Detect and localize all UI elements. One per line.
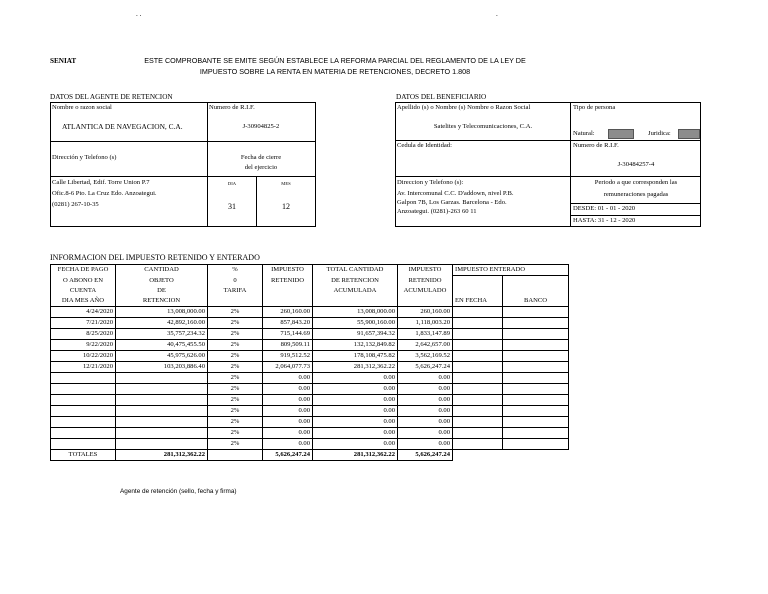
cell-amount <box>116 439 208 450</box>
agent-section-title: DATOS DEL AGENTE DE RETENCION <box>50 93 173 101</box>
table-row <box>51 384 569 395</box>
beneficiary-name-label: Apellido (s) o Nombre (s) Nombre o Razon Social <box>397 104 531 111</box>
beneficiary-rif-value: J-30484257-4 <box>617 161 655 168</box>
cell-tax: 2,064,077.73 <box>263 362 313 373</box>
table-row <box>51 318 569 329</box>
beneficiary-section-title: DATOS DEL BENEFICIARIO <box>396 93 487 101</box>
table-row <box>51 362 569 373</box>
period-from: DESDE: 01 - 01 - 2020 <box>573 205 636 212</box>
table-row <box>51 417 569 428</box>
cell-total: 0.00 <box>313 417 398 428</box>
cell-acc: 0.00 <box>398 373 453 384</box>
col-entered-header: IMPUESTO ENTERADO <box>453 265 569 276</box>
col-amount-header: CANTIDAD <box>116 265 208 276</box>
cell-date: 9/22/2020 <box>51 340 116 351</box>
cell-pct: 2% <box>208 362 263 373</box>
col-tax-header: IMPUESTO <box>263 265 313 276</box>
cell-amount <box>116 417 208 428</box>
beneficiary-id-label: Cedula de Identidad: <box>397 142 452 149</box>
cell-tax: 0.00 <box>263 439 313 450</box>
table-row <box>51 307 569 318</box>
table-section-title: INFORMACION DEL IMPUESTO RETENIDO Y ENTERADO <box>50 253 260 262</box>
cell-acc: 0.00 <box>398 406 453 417</box>
beneficiary-address-3: Anzoategui. (0281)-263 60 11 <box>397 208 477 215</box>
cell-pct: 2% <box>208 329 263 340</box>
col-total-header: TOTAL CANTIDAD <box>313 265 398 276</box>
cell-total: 55,900,160.00 <box>313 318 398 329</box>
header-row-4: DIA MES AÑO RETENCION EN FECHA BANCO <box>51 296 569 307</box>
cell-amount <box>116 406 208 417</box>
agent-day-label: DIA <box>227 181 237 186</box>
beneficiary-address-label: Direccion y Telefono (s): <box>397 179 464 186</box>
header-row-2: O ABONO EN OBJETO 0 RETENIDO DE RETENCION RETENIDO <box>51 276 569 287</box>
header-line-2: IMPUESTO SOBRE LA RENTA EN MATERIA DE RETENCIONES, DECRETO 1.808 <box>199 67 471 76</box>
beneficiary-name-value: Satelites y Telecomunicaciones, C.A. <box>433 123 533 130</box>
totals-row <box>51 450 569 461</box>
cell-pct: 2% <box>208 428 263 439</box>
cell-date <box>51 428 116 439</box>
agent-address-1: Calle Libertad, Edif. Torre Union P.7 <box>52 179 150 186</box>
cell-acc: 3,562,169.52 <box>398 351 453 362</box>
agent-signature-note: Agente de retención (sello, fecha y firma) <box>120 488 237 495</box>
cell-tax: 0.00 <box>263 406 313 417</box>
cell-acc: 0.00 <box>398 439 453 450</box>
cell-amount <box>116 395 208 406</box>
agent-rif-value: J-30904825-2 <box>242 123 280 130</box>
agent-day-value: 31 <box>228 202 236 211</box>
beneficiary-address-1: Av. Intercomunal C.C. D'addown, nivel P.B. <box>397 190 514 197</box>
natural-label: Natural: <box>573 130 595 137</box>
cell-pct: 2% <box>208 307 263 318</box>
cell-tax: 0.00 <box>263 428 313 439</box>
col-on-date-header: EN FECHA <box>453 296 503 307</box>
cell-amount: 13,008,000.00 <box>116 307 208 318</box>
table-row <box>51 351 569 362</box>
col-pct-header: % <box>208 265 263 276</box>
cell-acc: 0.00 <box>398 428 453 439</box>
cell-acc: 0.00 <box>398 417 453 428</box>
cell-total: 281,312,362.22 <box>313 362 398 373</box>
cell-acc: 0.00 <box>398 384 453 395</box>
cell-date: 10/22/2020 <box>51 351 116 362</box>
cell-amount: 103,203,886.40 <box>116 362 208 373</box>
period-label-1: Periodo a que corresponden las <box>594 179 678 186</box>
cell-total: 0.00 <box>313 428 398 439</box>
table-row <box>51 340 569 351</box>
cell-pct: 2% <box>208 384 263 395</box>
seniat-label: SENIAT <box>50 57 77 65</box>
cell-pct: 2% <box>208 406 263 417</box>
table-row <box>51 428 569 439</box>
table-row <box>51 439 569 450</box>
period-to: HASTA: 31 - 12 - 2020 <box>573 217 636 224</box>
table-row <box>51 373 569 384</box>
cell-amount: 40,475,455.50 <box>116 340 208 351</box>
agent-name-value: ATLANTICA DE NAVEGACION, C.A. <box>62 122 183 131</box>
agent-address-label: Dirección y Telefono (s) <box>52 154 117 161</box>
cell-tax: 857,843.20 <box>263 318 313 329</box>
totals-total: 281,312,362.22 <box>313 450 398 461</box>
cell-date: 4/24/2020 <box>51 307 116 318</box>
cell-acc: 260,160.00 <box>398 307 453 318</box>
col-date-header: FECHA DE PAGO <box>51 265 116 276</box>
cell-date <box>51 395 116 406</box>
table-row <box>51 329 569 340</box>
cell-acc: 5,626,247.24 <box>398 362 453 373</box>
cell-total: 0.00 <box>313 439 398 450</box>
cell-pct: 2% <box>208 417 263 428</box>
cell-pct: 2% <box>208 439 263 450</box>
cell-date: 7/21/2020 <box>51 318 116 329</box>
totals-acc: 5,626,247.24 <box>398 450 453 461</box>
agent-address-3: (0281) 267-10-35 <box>52 201 99 208</box>
cell-amount <box>116 373 208 384</box>
cell-tax: 919,512.52 <box>263 351 313 362</box>
col-bank-header: BANCO <box>503 296 569 307</box>
table-row <box>51 406 569 417</box>
beneficiary-address-2: Galpon 7B, Los Garzas. Barcelona - Edo. <box>397 199 507 206</box>
header-row-1 <box>51 265 569 276</box>
agent-rif-label: Numero de R.I.F. <box>209 104 255 111</box>
cell-tax: 0.00 <box>263 395 313 406</box>
cell-total: 0.00 <box>313 384 398 395</box>
cell-amount: 42,892,160.00 <box>116 318 208 329</box>
col-acc-header: IMPUESTO <box>398 265 453 276</box>
top-mark-right: . <box>496 10 498 18</box>
cell-date <box>51 373 116 384</box>
cell-amount <box>116 428 208 439</box>
cell-pct: 2% <box>208 395 263 406</box>
agent-month-value: 12 <box>282 202 290 211</box>
cell-date: 8/25/2020 <box>51 329 116 340</box>
cell-acc: 2,642,657.00 <box>398 340 453 351</box>
cell-tax: 715,144.69 <box>263 329 313 340</box>
cell-pct: 2% <box>208 318 263 329</box>
cell-total: 178,108,475.82 <box>313 351 398 362</box>
cell-pct: 2% <box>208 373 263 384</box>
juridica-checkbox[interactable] <box>678 129 700 139</box>
header-row-3: CUENTA DE TARIFA ACUMULADA ACUMULADO <box>51 286 569 296</box>
cell-acc: 1,118,003.20 <box>398 318 453 329</box>
cell-date <box>51 406 116 417</box>
totals-label: TOTALES <box>51 450 116 461</box>
top-marks: . . <box>136 10 142 18</box>
agent-address-2: Ofic.8-6 Pto. La Cruz Edo. Anzoategui. <box>52 190 157 197</box>
cell-amount: 45,975,626.00 <box>116 351 208 362</box>
period-label-2: remuneraciones pagadas <box>603 191 669 198</box>
totals-amount: 281,312,362.22 <box>116 450 208 461</box>
cell-pct: 2% <box>208 351 263 362</box>
cell-total: 0.00 <box>313 395 398 406</box>
cell-total: 0.00 <box>313 373 398 384</box>
cell-pct: 2% <box>208 340 263 351</box>
agent-close-label-2: del ejercicio <box>244 164 278 171</box>
cell-date: 12/21/2020 <box>51 362 116 373</box>
cell-acc: 0.00 <box>398 395 453 406</box>
person-type-label: Tipo de persona <box>573 104 616 111</box>
header-line-1: ESTE COMPROBANTE SE EMITE SEGÚN ESTABLECE LA REFORMA PARCIAL DEL REGLAMENTO DE LA LEY DE <box>144 56 526 65</box>
retention-table <box>50 264 569 461</box>
table-row <box>51 395 569 406</box>
cell-amount <box>116 384 208 395</box>
cell-tax: 0.00 <box>263 384 313 395</box>
agent-name-label: Nombre o razon social <box>52 104 112 111</box>
agent-close-label-1: Fecha de cierre <box>240 154 282 161</box>
cell-tax: 0.00 <box>263 373 313 384</box>
juridica-label: Juridica: <box>648 130 671 137</box>
cell-tax: 0.00 <box>263 417 313 428</box>
cell-total: 91,657,394.32 <box>313 329 398 340</box>
cell-tax: 809,509.11 <box>263 340 313 351</box>
beneficiary-rif-label: Numero de R.I.F. <box>573 142 619 149</box>
cell-tax: 260,160.00 <box>263 307 313 318</box>
cell-acc: 1,833,147.89 <box>398 329 453 340</box>
cell-total: 13,008,000.00 <box>313 307 398 318</box>
cell-amount: 35,757,234.32 <box>116 329 208 340</box>
cell-date <box>51 439 116 450</box>
cell-total: 0.00 <box>313 406 398 417</box>
cell-date <box>51 417 116 428</box>
natural-checkbox[interactable] <box>608 129 634 139</box>
cell-date <box>51 384 116 395</box>
cell-total: 132,132,849.82 <box>313 340 398 351</box>
agent-month-label: MES <box>281 181 291 186</box>
totals-tax: 5,626,247.24 <box>263 450 313 461</box>
